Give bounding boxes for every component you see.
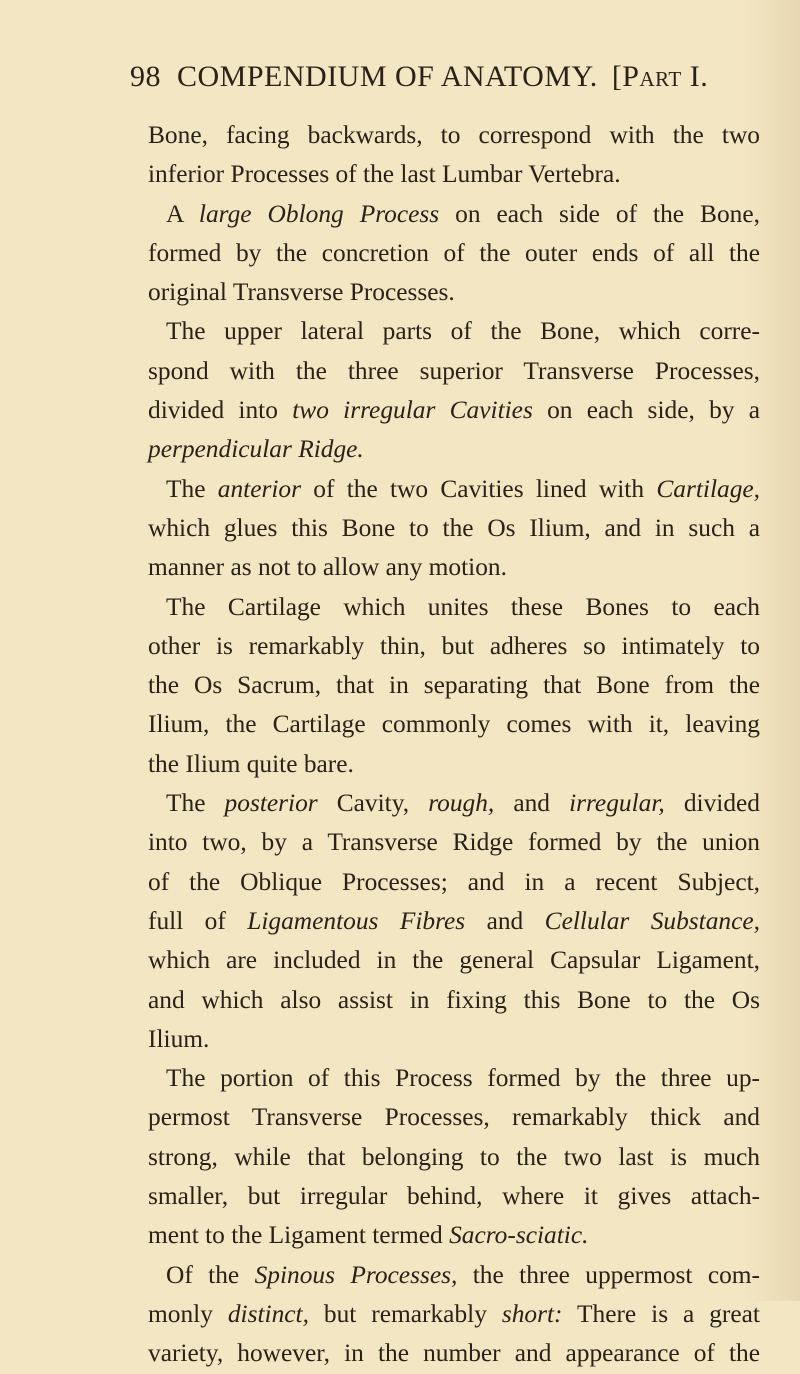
italic-text: anterior	[217, 474, 301, 503]
text-segment: and which also assist in fixing this Bone to the Os	[148, 985, 760, 1014]
text-segment: Bone, facing backwards, to correspond with the two	[148, 121, 760, 149]
text-line	[148, 1216, 760, 1255]
italic-text: short:	[501, 1299, 563, 1328]
italic-text: Spinous Processes,	[254, 1260, 458, 1289]
text-segment: permost Transverse Processes, remarkably thick and	[148, 1103, 760, 1132]
text-line	[148, 548, 760, 587]
text-line	[148, 391, 760, 430]
text-line	[148, 981, 760, 1020]
italic-text: posterior	[224, 789, 318, 818]
text-line	[148, 155, 760, 194]
text-segment: The	[166, 474, 218, 503]
text-line	[148, 1059, 760, 1098]
text-segment: The upper lateral parts of the Bone, which corre-	[166, 317, 760, 346]
text-line	[148, 784, 760, 823]
text-segment: Ilium, the Cartilage commonly comes with it, leaving	[148, 710, 760, 739]
text-segment: on each side, by a	[532, 396, 761, 425]
text-segment: the three uppermost com-	[457, 1260, 761, 1289]
italic-text: Sacro-sciatic.	[449, 1221, 589, 1250]
text-segment: monly	[148, 1299, 228, 1328]
italic-text: rough,	[428, 789, 495, 818]
page-number: 98	[130, 60, 161, 93]
text-segment: ment to the Ligament termed	[148, 1221, 450, 1250]
text-line	[148, 666, 760, 705]
text-line	[148, 1020, 760, 1059]
italic-text: Cellular Substance,	[544, 906, 761, 935]
text-segment: spond with the three superior Transverse Processes,	[148, 356, 760, 385]
text-line	[148, 312, 760, 351]
text-segment: of the two Cavities lined with	[301, 474, 657, 503]
italic-text: irregular,	[569, 789, 665, 818]
text-segment: The Cartilage which unites these Bones to each	[166, 592, 760, 621]
italic-text: Cartilage,	[656, 474, 761, 503]
text-line	[148, 1098, 760, 1137]
text-segment: on each side of the Bone,	[439, 199, 760, 228]
text-segment: and	[494, 789, 570, 818]
text-line	[148, 1256, 760, 1295]
italic-text: perpendicular Ridge.	[148, 435, 364, 464]
text-segment: and	[465, 906, 545, 935]
italic-text: distinct,	[227, 1299, 309, 1328]
text-segment: formed by the concretion of the outer ends of all the	[148, 238, 760, 267]
italic-text: two irregular Cavities	[292, 396, 533, 425]
text-line	[148, 1177, 760, 1216]
text-segment: smaller, but irregular behind, where it gives attach-	[148, 1182, 760, 1211]
text-line	[148, 430, 760, 469]
text-line	[148, 745, 760, 784]
text-line	[148, 1138, 760, 1177]
text-segment: divided	[664, 789, 760, 818]
italic-text: large Oblong Process	[198, 199, 440, 228]
text-segment: manner as not to allow any motion.	[148, 553, 507, 582]
text-segment: Of the	[166, 1260, 255, 1289]
text-segment: strong, while that belonging to the two last is much	[148, 1142, 760, 1171]
text-segment: of the Oblique Processes; and in a recent Subject,	[148, 867, 760, 896]
text-segment: divided into	[148, 396, 293, 425]
text-segment: into two, by a Transverse Ridge formed by the union	[148, 828, 760, 857]
text-line	[148, 352, 760, 391]
text-line	[148, 509, 760, 548]
text-line	[148, 588, 760, 627]
text-line	[148, 705, 760, 744]
text-line	[148, 470, 760, 509]
text-segment: variety, however, in the number and appearance of the	[148, 1339, 760, 1368]
text-segment: other is remarkably thin, but adheres so intimately to	[148, 631, 760, 660]
text-segment: original Transverse Processes.	[148, 278, 455, 307]
text-segment: inferior Processes of the last Lumbar Vertebra.	[148, 160, 621, 189]
text-line	[148, 823, 760, 862]
text-segment: A	[166, 199, 199, 228]
text-segment: The portion of this Process formed by the three up-	[166, 1064, 760, 1093]
text-line	[148, 627, 760, 666]
text-segment: Ilium.	[148, 1024, 210, 1053]
text-line	[148, 863, 760, 902]
running-header	[130, 60, 770, 100]
text-segment: Cavity,	[317, 789, 429, 818]
text-line	[148, 273, 760, 312]
text-segment: which glues this Bone to the Os Ilium, and in such a	[148, 513, 760, 542]
text-line	[148, 941, 760, 980]
body-text	[148, 116, 760, 1374]
text-segment: which are included in the general Capsular Ligament,	[148, 946, 760, 975]
text-line	[148, 234, 760, 273]
running-title: COMPENDIUM OF ANATOMY.	[177, 60, 598, 93]
text-segment: the Ilium quite bare.	[148, 749, 354, 778]
text-segment: The	[166, 789, 225, 818]
text-line	[148, 1334, 760, 1373]
text-segment: but remarkably	[308, 1299, 502, 1328]
text-line	[148, 195, 760, 234]
text-line	[148, 902, 760, 941]
text-line	[148, 116, 760, 155]
text-segment: full of	[148, 906, 248, 935]
part-label: [Part I.	[611, 60, 709, 93]
text-segment: the Os Sacrum, that in separating that Bone from the	[148, 671, 760, 700]
italic-text: Ligamentous Fibres	[247, 906, 466, 935]
text-segment: There is a great	[562, 1299, 760, 1328]
